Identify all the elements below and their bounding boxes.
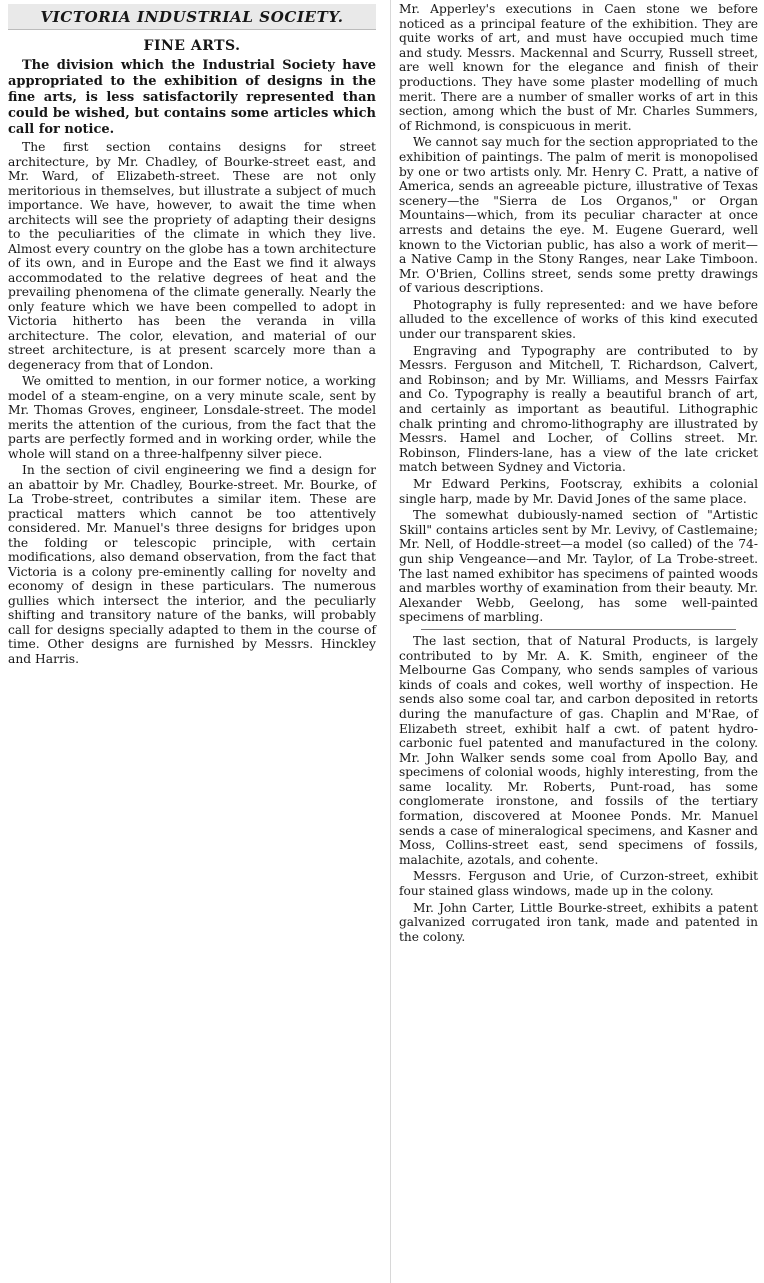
left-column bbox=[0, 0, 382, 935]
paragraph-artistic-skill: The somewhat dubiously-named section of "Artistic Skill" contains articles sent by Mr. Levivy, of Castlemaine; Mr. Nell, of Hoddle-street—a model (so called) of the 74-gun ship Vengeance—and Mr. Taylor, of La Trobe-street. The last named exhibitor has specimens of painted woods and marbles worthy of examination from their beauty. Mr. Alexander Webb, Geelong, has some well-painted specimens of marbling. bbox=[399, 508, 758, 625]
paragraph-steam-engine: We omitted to mention, in our former notice, a working model of a steam-engine, on a very minute scale, sent by Mr. Thomas Groves, engineer, Lonsdale-street. The model merits the attention of the curious, from the fact that the parts are perfectly formed and in working order, while the whole will stand on a three-halfpenny silver piece. bbox=[8, 374, 376, 461]
paragraph-civil-engineering: In the section of civil engineering we find a design for an abattoir by Mr. Chadley, Bourke-street. Mr. Bourke, of La Trobe-street, contributes a similar item. These are practical matters which cannot be too attentively considered. Mr. Manuel's three designs for bridges upon the folding or telescopic principle, with certain modifications, also demand observation, from the fact that Victoria is a colony pre-eminently calling for novelty and economy of design in these particulars. The numerous gullies which intersect the interior, and the peculiarly shifting and transitory nature of the banks, will probably call for designs specially adapted to them in the course of time. Other designs are furnished by Messrs. Hinckley and Harris. bbox=[8, 463, 376, 666]
paragraph-stained-glass: Messrs. Ferguson and Urie, of Curzon-street, exhibit four stained glass windows, made up in the colony. bbox=[399, 869, 758, 899]
paragraph-natural-products: The last section, that of Natural Products, is largely contributed to by Mr. A. K. Smith, engineer of the Melbourne Gas Company, who sends samples of various kinds of coals and cokes, well worthy of inspection. He sends also some coal tar, and carbon deposited in retorts during the manufacture of gas. Chaplin and M'Rae, of Elizabeth street, exhibit half a cwt. of patent hydro-carbonic fuel patented and manufactured in the colony. Mr. John Walker sends some coal from Apollo Bay, and specimens of colonial woods, highly interesting, from the same locality. Mr. Roberts, Punt-road, has some conglomerate ironstone, and fossils of the tertiary formation, discovered at Moonee Ponds. Mr. Manuel sends a case of mineralogical specimens, and Kasner and Moss, Collins-street east, send specimens of fossils, malachite, azotals, and cohente. bbox=[399, 633, 758, 867]
paragraph-iron-tank: Mr. John Carter, Little Bourke-street, exhibits a patent galvanized corrugated iron tank, made and patented in the colony. bbox=[399, 900, 758, 944]
paragraph-photography: Photography is fully represented: and we have before alluded to the excellence of works of this kind executed under our transparent skies. bbox=[399, 297, 758, 342]
paragraph-intro: The division which the Industrial Society have appropriated to the exhibition of designs in the fine arts, is less satisfactorily represented than could be wished, but contains some articles which call for notice. bbox=[8, 58, 376, 137]
paragraph-street-architecture: The first section contains designs for street architecture, by Mr. Chadley, of Bourke-street east, and Mr. Ward, of Elizabeth-street. These are not only meritorious in themselves, but illustrate a subject of much importance. We have, however, to await the time when architects will see the propriety of adapting their designs to the peculiarities of the climate in which they live. Almost every country on the globe has a town architecture of its own, and in Europe and the East we find it always accommodated to the relative degrees of heat and the prevailing phenomena of the climate generally. Nearly the only feature which we have been compelled to adopt in Victoria hitherto has been the veranda in villa architecture. The color, elevation, and material of our street architecture, is at present scarcely more than a degeneracy from that of London. bbox=[8, 140, 376, 372]
paragraph-paintings: We cannot say much for the section appropriated to the exhibition of paintings. The palm of merit is monopolised by one or two artists only. Mr. Henry C. Pratt, a native of America, sends an agreeable picture, illustrative of Texas scenery—the "Sierra de Los Organos," or Organ Mountains—which, from its peculiar character at once arrests and detains the eye. M. Eugene Guerard, well known to the Victorian public, has also a work of merit—a Native Camp in the Stony Ranges, near Lake Timboon. Mr. O'Brien, Collins street, sends some pretty drawings of various descriptions. bbox=[399, 135, 758, 296]
paragraph-harp: Mr Edward Perkins, Footscray, exhibits a colonial single harp, made by Mr. David Jones of the same place. bbox=[399, 477, 758, 506]
paragraph-engraving: Engraving and Typography are contributed to by Messrs. Ferguson and Mitchell, T. Richardson, Calvert, and Robinson; and by Mr. Williams, and Messrs Fairfax and Co. Typography is really a beautiful branch of art, and certainly as important as beautiful. Lithographic chalk printing and chromo-lithography are illustrated by Messrs. Hamel and Locher, of Collins street. Mr. Robinson, Flinders-lane, has a view of the late cricket match between Sydney and Victoria. bbox=[399, 343, 758, 475]
right-column bbox=[390, 0, 764, 1283]
section-divider bbox=[421, 629, 736, 630]
paragraph-sculpture: Mr. Apperley's executions in Caen stone we before noticed as a principal feature of the exhibition. They are quite works of art, and must have occupied much time and study. Messrs. Mackennal and Scurry, Russell street, are well known for the elegance and finish of their productions. They have some plaster modelling of much merit. There are a number of smaller works of art in this section, among which the bust of Mr. Charles Summers, of Richmond, is conspicuous in merit. bbox=[399, 2, 758, 133]
article-headline: VICTORIA INDUSTRIAL SOCIETY. bbox=[8, 4, 376, 30]
section-heading: FINE ARTS. bbox=[143, 38, 241, 54]
